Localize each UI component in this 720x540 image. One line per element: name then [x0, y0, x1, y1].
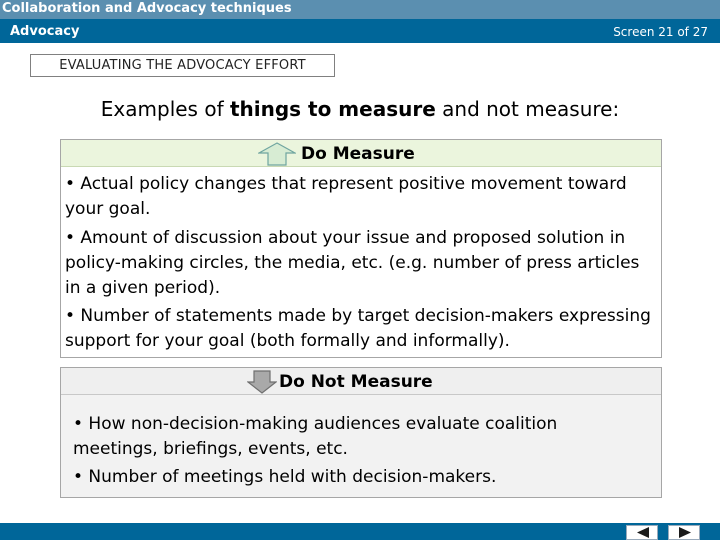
do-measure-title: Do Measure [301, 144, 415, 164]
bottom-nav-bar [0, 523, 720, 540]
module-title: Advocacy [10, 24, 80, 39]
do-not-measure-item: • How non-decision-making audiences evaluate coalition meetings, briefings, events, etc. [73, 414, 558, 459]
do-measure-item: • Number of statements made by target decision-makers expressing support for your goal (both formally and informally). [65, 306, 651, 351]
course-title-bar [0, 0, 720, 19]
do-not-measure-panel [60, 367, 662, 498]
arrow-down-icon [247, 370, 277, 398]
triangle-right-icon [678, 527, 692, 538]
course-title: Collaboration and Advocacy techniques [2, 1, 292, 16]
triangle-left-icon [636, 527, 650, 538]
headline-emphasis: things to measure [229, 97, 436, 121]
screen-counter: Screen 21 of 27 [613, 25, 708, 39]
do-not-measure-item: • Number of meetings held with decision-makers. [73, 467, 497, 487]
headline-prefix: Examples of [100, 97, 230, 121]
module-title-bar [0, 19, 720, 43]
do-measure-panel [60, 139, 662, 358]
headline-suffix: and not measure: [435, 97, 620, 121]
do-measure-header [61, 140, 661, 167]
do-not-measure-body [61, 395, 661, 497]
do-measure-body [61, 167, 661, 357]
next-screen-button[interactable] [668, 525, 700, 540]
arrow-up-icon [258, 142, 296, 170]
do-not-measure-title: Do Not Measure [279, 372, 433, 392]
do-measure-item: • Actual policy changes that represent positive movement toward your goal. [65, 174, 627, 219]
previous-screen-button[interactable] [626, 525, 658, 540]
do-not-measure-header [61, 368, 661, 395]
page-headline [0, 97, 720, 121]
section-label: EVALUATING THE ADVOCACY EFFORT [30, 54, 335, 77]
do-measure-item: • Amount of discussion about your issue and proposed solution in policy-making circles, the media, etc. (e.g. number of press articles in a given period). [65, 228, 640, 298]
